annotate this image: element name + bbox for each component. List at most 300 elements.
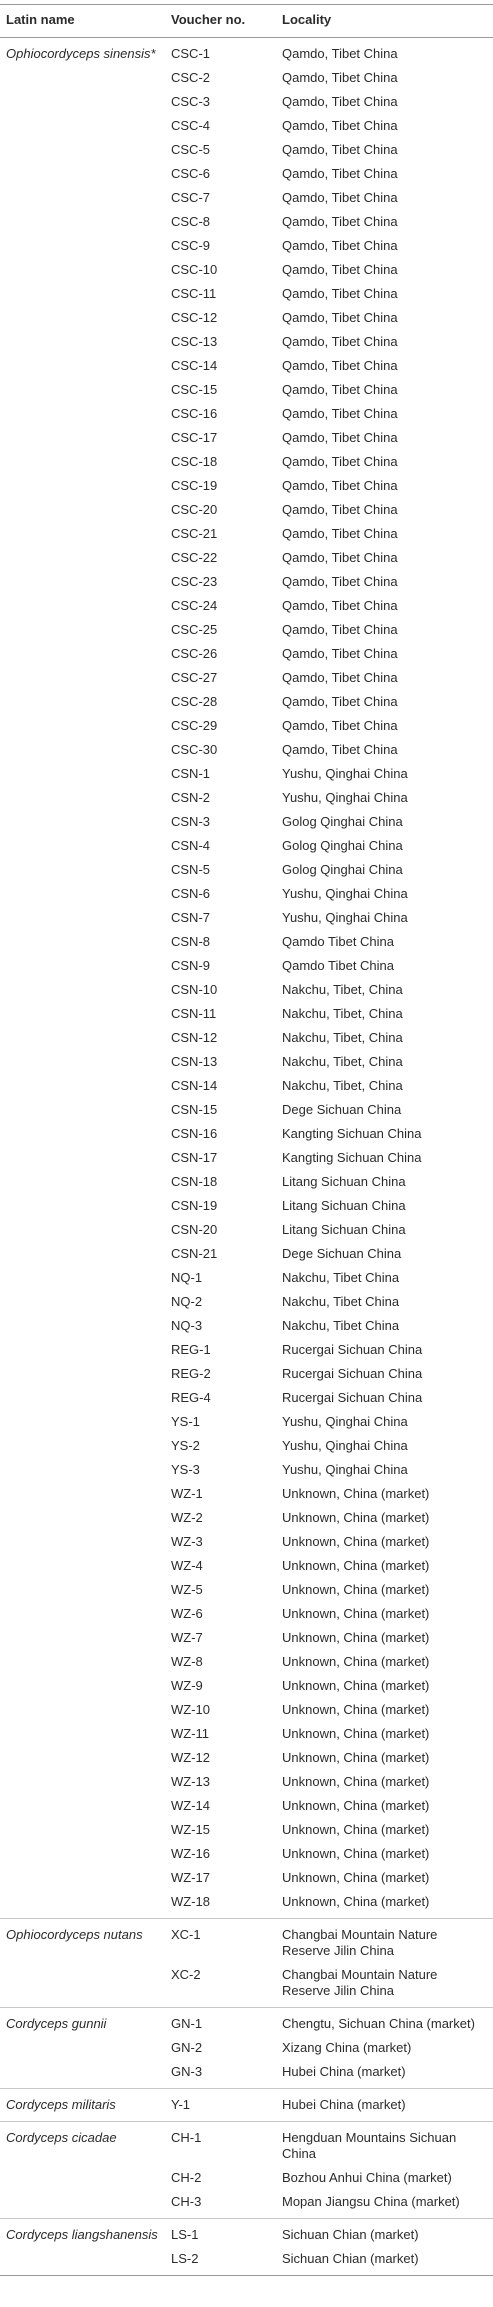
table-row bbox=[0, 546, 493, 570]
table-row bbox=[0, 210, 493, 234]
locality-cell: Qamdo, Tibet China bbox=[282, 166, 398, 181]
voucher-cell: WZ-15 bbox=[171, 1822, 210, 1837]
locality-cell: Unknown, China (market) bbox=[282, 1678, 430, 1693]
latin-name-cell bbox=[0, 1506, 171, 1530]
latin-name-cell bbox=[0, 1530, 171, 1554]
locality-cell: Qamdo, Tibet China bbox=[282, 70, 398, 85]
table-row bbox=[0, 1194, 493, 1218]
voucher-cell: CSN-16 bbox=[171, 1126, 218, 1141]
table-row bbox=[0, 834, 493, 858]
latin-name-cell bbox=[0, 1242, 171, 1266]
latin-name-cell bbox=[0, 1794, 171, 1818]
voucher-cell: CSN-2 bbox=[171, 790, 211, 805]
table-row bbox=[0, 1698, 493, 1722]
latin-name-cell bbox=[0, 378, 171, 402]
table-row bbox=[0, 1506, 493, 1530]
latin-name-cell bbox=[0, 954, 171, 978]
table-row bbox=[0, 810, 493, 834]
voucher-cell: WZ-1 bbox=[171, 1486, 203, 1501]
latin-name-cell bbox=[0, 1626, 171, 1650]
latin-name-cell bbox=[0, 1122, 171, 1146]
locality-cell: Yushu, Qinghai China bbox=[282, 790, 408, 805]
latin-name-cell bbox=[0, 1362, 171, 1386]
table-row bbox=[0, 66, 493, 90]
latin-name-cell bbox=[0, 2190, 171, 2219]
table-row bbox=[0, 1074, 493, 1098]
latin-name-cell bbox=[0, 2060, 171, 2089]
voucher-cell: CSN-7 bbox=[171, 910, 211, 925]
latin-name-cell bbox=[0, 1674, 171, 1698]
voucher-cell: WZ-7 bbox=[171, 1630, 203, 1645]
table-row bbox=[0, 1410, 493, 1434]
latin-name-cell bbox=[0, 1842, 171, 1866]
locality-cell: Unknown, China (market) bbox=[282, 1534, 430, 1549]
voucher-cell: WZ-12 bbox=[171, 1750, 210, 1765]
locality-cell: Nakchu, Tibet, China bbox=[282, 982, 403, 997]
latin-name-cell bbox=[0, 1314, 171, 1338]
locality-cell: Qamdo, Tibet China bbox=[282, 94, 398, 109]
locality-cell: Unknown, China (market) bbox=[282, 1870, 430, 1885]
latin-name-cell bbox=[0, 594, 171, 618]
voucher-cell: CSC-22 bbox=[171, 550, 218, 565]
table-row bbox=[0, 1722, 493, 1746]
locality-cell: Nakchu, Tibet China bbox=[282, 1294, 400, 1309]
table-row bbox=[0, 330, 493, 354]
latin-name-cell bbox=[0, 906, 171, 930]
voucher-cell: XC-1 bbox=[171, 1919, 282, 1964]
voucher-cell: YS-1 bbox=[171, 1414, 200, 1429]
locality-cell: Unknown, China (market) bbox=[282, 1558, 430, 1573]
voucher-cell: WZ-13 bbox=[171, 1774, 210, 1789]
latin-name-cell bbox=[0, 114, 171, 138]
latin-name-cell bbox=[0, 330, 171, 354]
table-row bbox=[0, 666, 493, 690]
locality-cell: Yushu, Qinghai China bbox=[282, 886, 408, 901]
latin-name-cell bbox=[0, 1650, 171, 1674]
locality-cell: Yushu, Qinghai China bbox=[282, 1414, 408, 1429]
table-row bbox=[0, 1386, 493, 1410]
voucher-cell: CSN-6 bbox=[171, 886, 211, 901]
locality-cell: Qamdo, Tibet China bbox=[282, 718, 398, 733]
table-row bbox=[0, 522, 493, 546]
table-row bbox=[0, 1266, 493, 1290]
table-row bbox=[0, 1314, 493, 1338]
table-row bbox=[0, 906, 493, 930]
latin-name-cell: Cordyceps liangshanensis bbox=[0, 2219, 171, 2248]
table-row bbox=[0, 1770, 493, 1794]
voucher-cell: GN-1 bbox=[171, 2008, 282, 2037]
table-row bbox=[0, 378, 493, 402]
latin-name-cell: Ophiocordyceps nutans bbox=[0, 1919, 171, 1964]
voucher-cell: CH-3 bbox=[171, 2194, 202, 2209]
locality-cell: Qamdo, Tibet China bbox=[282, 334, 398, 349]
locality-cell: Kangting Sichuan China bbox=[282, 1150, 422, 1165]
voucher-cell: CSC-18 bbox=[171, 454, 218, 469]
table-row bbox=[0, 2219, 493, 2248]
voucher-cell: CSC-17 bbox=[171, 430, 218, 445]
voucher-cell: CSC-20 bbox=[171, 502, 218, 517]
voucher-cell: CSN-8 bbox=[171, 934, 211, 949]
voucher-cell: GN-2 bbox=[171, 2040, 203, 2055]
locality-cell: Nakchu, Tibet, China bbox=[282, 1006, 403, 1021]
latin-name-cell bbox=[0, 858, 171, 882]
latin-name-cell bbox=[0, 978, 171, 1002]
latin-name-cell bbox=[0, 1770, 171, 1794]
table-row bbox=[0, 1746, 493, 1770]
voucher-cell: CSC-15 bbox=[171, 382, 218, 397]
locality-cell: Hubei China (market) bbox=[282, 2064, 406, 2079]
latin-name-cell bbox=[0, 834, 171, 858]
voucher-cell: CSN-13 bbox=[171, 1054, 218, 1069]
voucher-cell: CSC-14 bbox=[171, 358, 218, 373]
specimen-table bbox=[0, 4, 493, 2276]
latin-name-cell bbox=[0, 210, 171, 234]
latin-name-cell bbox=[0, 234, 171, 258]
table-row bbox=[0, 1650, 493, 1674]
voucher-cell: CSN-15 bbox=[171, 1102, 218, 1117]
latin-name-cell bbox=[0, 258, 171, 282]
table-row bbox=[0, 258, 493, 282]
locality-cell: Nakchu, Tibet, China bbox=[282, 1078, 403, 1093]
locality-cell: Unknown, China (market) bbox=[282, 1774, 430, 1789]
locality-cell: Qamdo, Tibet China bbox=[282, 190, 398, 205]
table-row bbox=[0, 1002, 493, 1026]
voucher-cell: WZ-6 bbox=[171, 1606, 203, 1621]
latin-name-cell bbox=[0, 1074, 171, 1098]
voucher-cell: CSC-3 bbox=[171, 94, 211, 109]
table-row bbox=[0, 930, 493, 954]
voucher-cell: CSC-16 bbox=[171, 406, 218, 421]
table-row bbox=[0, 426, 493, 450]
voucher-cell: CSN-4 bbox=[171, 838, 211, 853]
table-row bbox=[0, 1218, 493, 1242]
voucher-cell: CSC-4 bbox=[171, 118, 211, 133]
voucher-cell: WZ-17 bbox=[171, 1870, 210, 1885]
table-row bbox=[0, 1146, 493, 1170]
locality-cell: Qamdo, Tibet China bbox=[282, 382, 398, 397]
locality-cell: Yushu, Qinghai China bbox=[282, 910, 408, 925]
voucher-cell: CSN-14 bbox=[171, 1078, 218, 1093]
latin-name-cell bbox=[0, 1963, 171, 2008]
latin-name-cell bbox=[0, 498, 171, 522]
table-row bbox=[0, 234, 493, 258]
voucher-cell: REG-4 bbox=[171, 1390, 211, 1405]
latin-name-cell bbox=[0, 90, 171, 114]
locality-cell: Unknown, China (market) bbox=[282, 1750, 430, 1765]
locality-cell: Qamdo, Tibet China bbox=[282, 406, 398, 421]
voucher-cell: CSC-28 bbox=[171, 694, 218, 709]
locality-cell: Rucergai Sichuan China bbox=[282, 1342, 423, 1357]
locality-cell: Hubei China (market) bbox=[282, 2089, 493, 2122]
latin-name-cell bbox=[0, 738, 171, 762]
locality-cell: Qamdo, Tibet China bbox=[282, 646, 398, 661]
locality-cell: Xizang China (market) bbox=[282, 2040, 412, 2055]
locality-cell: Unknown, China (market) bbox=[282, 1798, 430, 1813]
table-body bbox=[0, 38, 493, 2276]
table-row bbox=[0, 1338, 493, 1362]
latin-name-cell: Cordyceps gunnii bbox=[0, 2008, 171, 2037]
table-row bbox=[0, 2008, 493, 2037]
latin-name-cell bbox=[0, 474, 171, 498]
locality-cell: Unknown, China (market) bbox=[282, 1510, 430, 1525]
locality-cell: Qamdo, Tibet China bbox=[282, 286, 398, 301]
table-row bbox=[0, 450, 493, 474]
table-row bbox=[0, 1602, 493, 1626]
latin-name-cell bbox=[0, 1434, 171, 1458]
latin-name-cell bbox=[0, 882, 171, 906]
locality-cell: Qamdo, Tibet China bbox=[282, 358, 398, 373]
voucher-cell: CSC-7 bbox=[171, 190, 211, 205]
voucher-cell: CSC-8 bbox=[171, 214, 211, 229]
locality-cell: Qamdo Tibet China bbox=[282, 958, 395, 973]
locality-cell: Sichuan Chian (market) bbox=[282, 2247, 493, 2276]
table-row bbox=[0, 1170, 493, 1194]
locality-cell: Unknown, China (market) bbox=[282, 1822, 430, 1837]
table-row bbox=[0, 858, 493, 882]
latin-name-cell: Cordyceps militaris bbox=[0, 2089, 171, 2122]
table-row bbox=[0, 642, 493, 666]
locality-cell: Unknown, China (market) bbox=[282, 1726, 430, 1741]
latin-name-cell bbox=[0, 66, 171, 90]
latin-name-cell bbox=[0, 2166, 171, 2190]
latin-name-cell bbox=[0, 1386, 171, 1410]
latin-name-cell: Ophiocordyceps sinensis* bbox=[6, 46, 156, 61]
latin-name-cell bbox=[0, 1458, 171, 1482]
table-row bbox=[0, 498, 493, 522]
table-row bbox=[0, 618, 493, 642]
locality-cell: Qamdo, Tibet China bbox=[282, 502, 398, 517]
locality-cell: Qamdo, Tibet China bbox=[282, 526, 398, 541]
latin-name-cell bbox=[0, 2036, 171, 2060]
voucher-cell: CSC-23 bbox=[171, 574, 218, 589]
table-row bbox=[0, 954, 493, 978]
voucher-cell: CSN-1 bbox=[171, 766, 211, 781]
voucher-cell: CSC-24 bbox=[171, 598, 218, 613]
locality-cell: Qamdo, Tibet China bbox=[282, 46, 398, 61]
voucher-cell: CSN-11 bbox=[171, 1006, 217, 1021]
table-row bbox=[0, 2190, 493, 2219]
voucher-cell: CSC-2 bbox=[171, 70, 211, 85]
voucher-cell: CSC-26 bbox=[171, 646, 218, 661]
table-header bbox=[0, 5, 493, 38]
table-row bbox=[0, 306, 493, 330]
voucher-cell: CSN-18 bbox=[171, 1174, 218, 1189]
latin-name-cell bbox=[0, 354, 171, 378]
table-row bbox=[0, 1362, 493, 1386]
locality-cell: Litang Sichuan China bbox=[282, 1222, 406, 1237]
voucher-cell: CSC-21 bbox=[171, 526, 218, 541]
voucher-cell: YS-3 bbox=[171, 1462, 200, 1477]
latin-name-cell bbox=[0, 786, 171, 810]
table-row bbox=[0, 882, 493, 906]
locality-cell: Yushu, Qinghai China bbox=[282, 1462, 408, 1477]
latin-name-cell bbox=[0, 690, 171, 714]
table-row bbox=[0, 738, 493, 762]
table-row bbox=[0, 2122, 493, 2167]
table-row bbox=[0, 1482, 493, 1506]
table-row bbox=[0, 570, 493, 594]
voucher-cell: CSC-6 bbox=[171, 166, 211, 181]
latin-name-cell bbox=[0, 1890, 171, 1919]
voucher-cell: CSN-21 bbox=[171, 1246, 218, 1261]
voucher-cell: WZ-9 bbox=[171, 1678, 203, 1693]
latin-name-cell bbox=[0, 930, 171, 954]
locality-cell: Unknown, China (market) bbox=[282, 1702, 430, 1717]
latin-name-cell bbox=[0, 282, 171, 306]
table-row bbox=[0, 138, 493, 162]
voucher-cell: WZ-5 bbox=[171, 1582, 203, 1597]
table-row bbox=[0, 1530, 493, 1554]
table-row bbox=[0, 2036, 493, 2060]
latin-name-cell bbox=[0, 522, 171, 546]
voucher-cell: REG-2 bbox=[171, 1366, 211, 1381]
table-row bbox=[0, 2247, 493, 2276]
latin-name-cell bbox=[0, 138, 171, 162]
voucher-cell: CSN-19 bbox=[171, 1198, 218, 1213]
voucher-cell: NQ-1 bbox=[171, 1270, 203, 1285]
latin-name-cell bbox=[0, 546, 171, 570]
locality-cell: Chengtu, Sichuan China (market) bbox=[282, 2008, 493, 2037]
voucher-cell: WZ-16 bbox=[171, 1846, 210, 1861]
locality-cell: Golog Qinghai China bbox=[282, 814, 403, 829]
table-row bbox=[0, 402, 493, 426]
table-row bbox=[0, 1458, 493, 1482]
locality-cell: Qamdo, Tibet China bbox=[282, 622, 398, 637]
table-row bbox=[0, 90, 493, 114]
table-row bbox=[0, 1242, 493, 1266]
locality-cell: Qamdo, Tibet China bbox=[282, 670, 398, 685]
latin-name-cell bbox=[0, 1722, 171, 1746]
locality-cell: Rucergai Sichuan China bbox=[282, 1366, 423, 1381]
table-row bbox=[0, 786, 493, 810]
voucher-cell: WZ-4 bbox=[171, 1558, 203, 1573]
voucher-cell: NQ-2 bbox=[171, 1294, 203, 1309]
locality-cell: Litang Sichuan China bbox=[282, 1174, 406, 1189]
table-row bbox=[0, 714, 493, 738]
table-row bbox=[0, 1919, 493, 1964]
voucher-cell: CSN-9 bbox=[171, 958, 211, 973]
voucher-cell: CSC-11 bbox=[171, 286, 217, 301]
locality-cell: Nakchu, Tibet, China bbox=[282, 1054, 403, 1069]
locality-cell: Unknown, China (market) bbox=[282, 1630, 430, 1645]
voucher-cell: CSC-29 bbox=[171, 718, 218, 733]
latin-name-cell bbox=[0, 1482, 171, 1506]
voucher-cell: WZ-3 bbox=[171, 1534, 203, 1549]
latin-name-cell bbox=[0, 426, 171, 450]
latin-name-cell: Cordyceps cicadae bbox=[0, 2122, 171, 2167]
table-row bbox=[0, 2089, 493, 2122]
latin-name-cell bbox=[0, 402, 171, 426]
latin-name-cell bbox=[0, 1698, 171, 1722]
locality-cell: Rucergai Sichuan China bbox=[282, 1390, 423, 1405]
locality-cell: Yushu, Qinghai China bbox=[282, 766, 408, 781]
table-row bbox=[0, 2166, 493, 2190]
latin-name-cell bbox=[0, 450, 171, 474]
table-row bbox=[0, 1434, 493, 1458]
latin-name-cell bbox=[0, 1578, 171, 1602]
locality-cell: Qamdo, Tibet China bbox=[282, 238, 398, 253]
voucher-cell: WZ-10 bbox=[171, 1702, 210, 1717]
table-row bbox=[0, 474, 493, 498]
voucher-cell: CSC-13 bbox=[171, 334, 218, 349]
voucher-cell: LS-2 bbox=[171, 2247, 282, 2276]
locality-cell: Qamdo, Tibet China bbox=[282, 262, 398, 277]
table-row bbox=[0, 162, 493, 186]
latin-name-cell bbox=[0, 642, 171, 666]
locality-cell: Qamdo, Tibet China bbox=[282, 694, 398, 709]
voucher-cell: WZ-2 bbox=[171, 1510, 203, 1525]
voucher-cell: CSC-12 bbox=[171, 310, 218, 325]
table-row bbox=[0, 282, 493, 306]
locality-cell: Nakchu, Tibet China bbox=[282, 1270, 400, 1285]
table-row bbox=[0, 1674, 493, 1698]
latin-name-cell bbox=[0, 1098, 171, 1122]
latin-name-cell bbox=[0, 1746, 171, 1770]
locality-cell: Kangting Sichuan China bbox=[282, 1126, 422, 1141]
header-latin-name: Latin name bbox=[0, 5, 171, 38]
locality-cell: Unknown, China (market) bbox=[282, 1654, 430, 1669]
locality-cell: Qamdo, Tibet China bbox=[282, 574, 398, 589]
voucher-cell: WZ-18 bbox=[171, 1894, 210, 1909]
table-row bbox=[0, 354, 493, 378]
voucher-cell: NQ-3 bbox=[171, 1318, 203, 1333]
table-row bbox=[0, 38, 493, 67]
latin-name-cell bbox=[0, 162, 171, 186]
table-row bbox=[0, 690, 493, 714]
voucher-cell: CSC-10 bbox=[171, 262, 218, 277]
locality-cell: Nakchu, Tibet China bbox=[282, 1318, 400, 1333]
locality-cell: Unknown, China (market) bbox=[282, 1486, 430, 1501]
voucher-cell: CSC-19 bbox=[171, 478, 218, 493]
locality-cell: Qamdo, Tibet China bbox=[282, 118, 398, 133]
table-row bbox=[0, 1626, 493, 1650]
voucher-cell: CSN-3 bbox=[171, 814, 211, 829]
voucher-cell: WZ-11 bbox=[171, 1726, 210, 1741]
latin-name-cell bbox=[0, 666, 171, 690]
locality-cell: Qamdo, Tibet China bbox=[282, 550, 398, 565]
table-row bbox=[0, 1963, 493, 2008]
voucher-cell: LS-1 bbox=[171, 2219, 282, 2248]
table-row bbox=[0, 594, 493, 618]
locality-cell: Qamdo, Tibet China bbox=[282, 742, 398, 757]
table-row bbox=[0, 1866, 493, 1890]
locality-cell: Golog Qinghai China bbox=[282, 862, 403, 877]
latin-name-cell bbox=[0, 306, 171, 330]
locality-cell: Changbai Mountain Nature Reserve Jilin China bbox=[282, 1919, 493, 1964]
voucher-cell: CSC-1 bbox=[171, 46, 211, 61]
locality-cell: Bozhou Anhui China (market) bbox=[282, 2170, 452, 2185]
latin-name-cell bbox=[0, 186, 171, 210]
table-row bbox=[0, 1098, 493, 1122]
latin-name-cell bbox=[0, 810, 171, 834]
locality-cell: Qamdo, Tibet China bbox=[282, 142, 398, 157]
locality-cell: Golog Qinghai China bbox=[282, 838, 403, 853]
header-voucher-no: Voucher no. bbox=[171, 5, 282, 38]
voucher-cell: REG-1 bbox=[171, 1342, 211, 1357]
locality-cell: Unknown, China (market) bbox=[282, 1846, 430, 1861]
latin-name-cell bbox=[0, 1170, 171, 1194]
voucher-cell: CSN-20 bbox=[171, 1222, 218, 1237]
latin-name-cell bbox=[0, 2247, 171, 2276]
table-row bbox=[0, 186, 493, 210]
locality-cell: Qamdo, Tibet China bbox=[282, 598, 398, 613]
latin-name-cell bbox=[0, 1866, 171, 1890]
table-row bbox=[0, 1890, 493, 1919]
voucher-cell: CH-1 bbox=[171, 2122, 282, 2167]
latin-name-cell bbox=[0, 1026, 171, 1050]
table-row bbox=[0, 762, 493, 786]
header-row bbox=[0, 5, 493, 38]
